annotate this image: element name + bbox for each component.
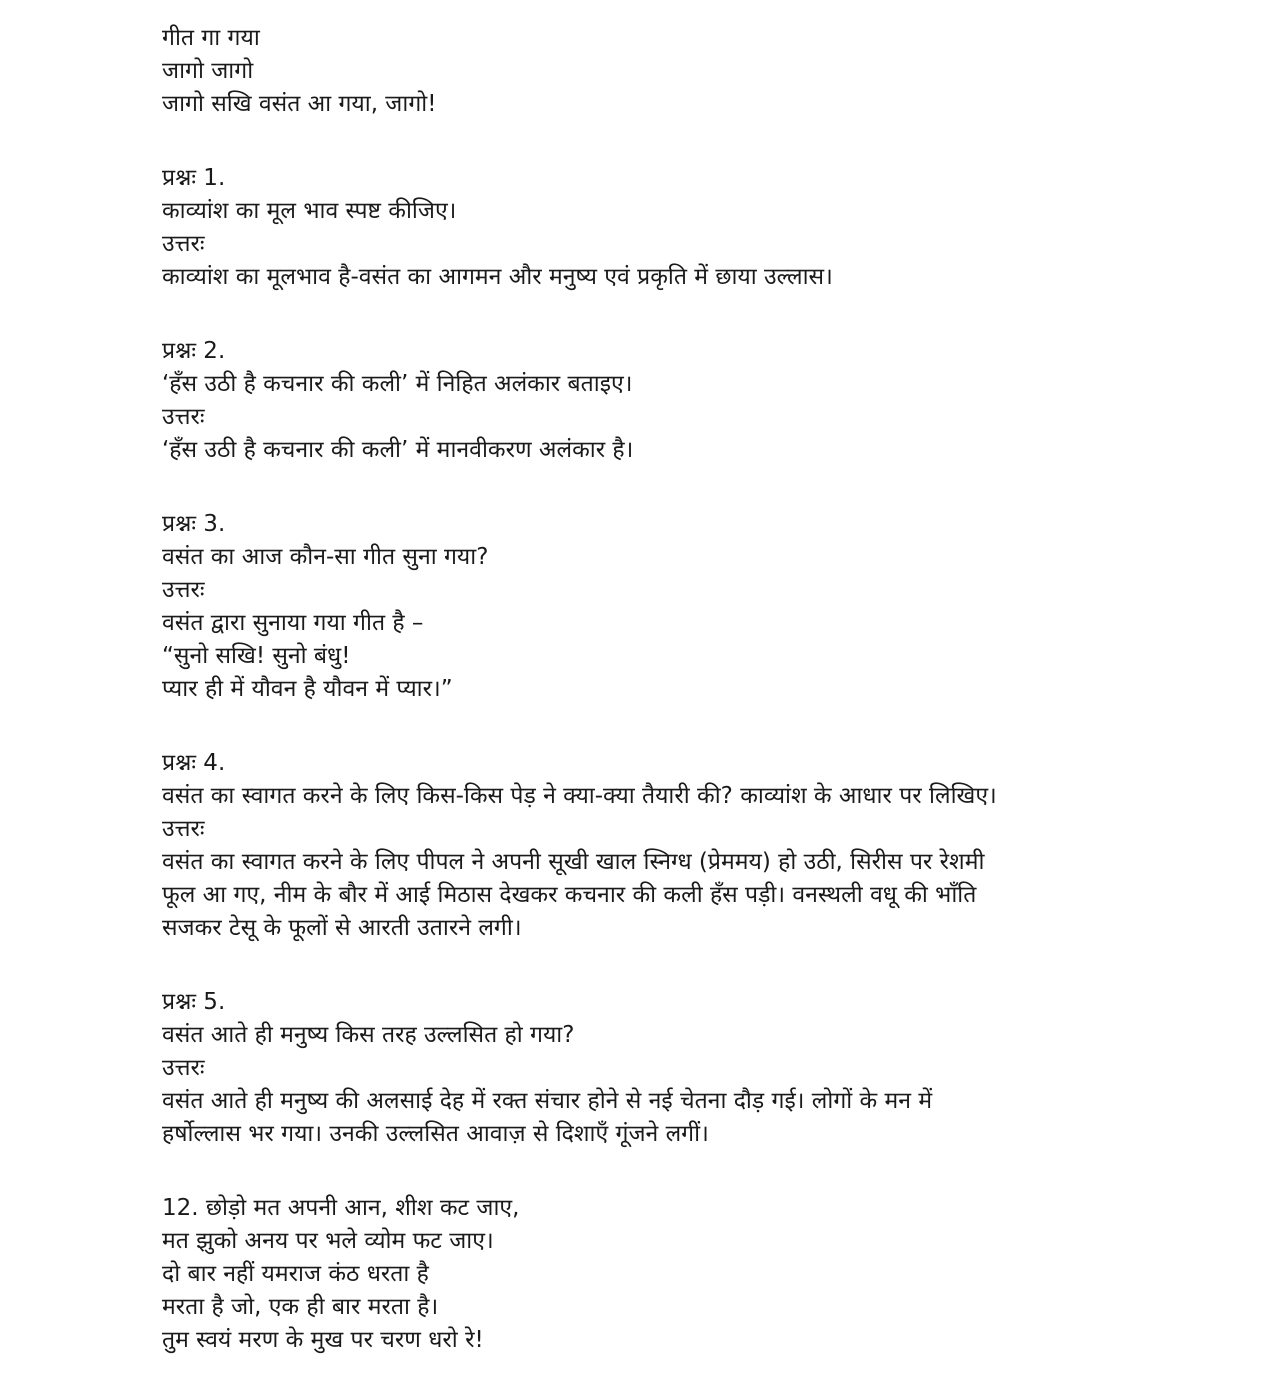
verse-line: गीत गा गया: [162, 25, 260, 51]
answer-label: उत्तरः: [162, 816, 205, 842]
answer-text: वसंत का स्वागत करने के लिए पीपल ने अपनी सूखी खाल स्निग्ध (प्रेममय) हो उठी, सिरीस पर रेशमी: [162, 849, 985, 875]
answer-text: फूल आ गए, नीम के बौर में आई मिठास देखकर कचनार की कली हँस पड़ी। वनस्थली वधू की भाँति: [162, 882, 977, 908]
question-block-2: [162, 335, 1242, 467]
question-label: प्रश्नः 3.: [162, 511, 226, 537]
question-label: प्रश्नः 2.: [162, 338, 226, 364]
question-text: वसंत आते ही मनुष्य किस तरह उल्लसित हो गया?: [162, 1022, 575, 1048]
question-label: प्रश्नः 1.: [162, 165, 226, 191]
question-block-1: [162, 162, 1242, 294]
spacer: [162, 1151, 1242, 1192]
answer-label: उत्तरः: [162, 577, 205, 603]
verse-line: तुम स्वयं मरण के मुख पर चरण धरो रे!: [162, 1327, 484, 1353]
verse-line: जागो सखि वसंत आ गया, जागो!: [162, 91, 437, 117]
answer-text: “सुनो सखि! सुनो बंधु!: [162, 643, 351, 669]
verse-line: दो बार नहीं यमराज कंठ धरता है: [162, 1261, 429, 1287]
question-text: ‘हँस उठी है कचनार की कली’ में निहित अलंकार बताइए।: [162, 371, 633, 397]
question-block-3: [162, 508, 1242, 706]
answer-text: सजकर टेसू के फूलों से आरती उतारने लगी।: [162, 915, 522, 941]
spacer: [162, 121, 1242, 162]
question-text: काव्यांश का मूल भाव स्पष्ट कीजिए।: [162, 198, 457, 224]
verse-line: मत झुको अनय पर भले व्योम फट जाए।: [162, 1228, 494, 1254]
answer-text: वसंत द्वारा सुनाया गया गीत है –: [162, 610, 424, 636]
answer-text: प्यार ही में यौवन है यौवन में प्यार।”: [162, 676, 453, 702]
verse-line: 12. छोड़ो मत अपनी आन, शीश कट जाए,: [162, 1195, 520, 1221]
answer-text: वसंत आते ही मनुष्य की अलसाई देह में रक्त संचार होने से नई चेतना दौड़ गई। लोगों के मन में: [162, 1088, 933, 1114]
spacer: [162, 294, 1242, 335]
question-text: वसंत का स्वागत करने के लिए किस-किस पेड़ ने क्या-क्या तैयारी की? काव्यांश के आधार पर लिखिए।: [162, 783, 997, 809]
answer-label: उत्तरः: [162, 231, 205, 257]
answer-text: हर्षोल्लास भर गया। उनकी उल्लसित आवाज़ से दिशाएँ गूंजने लगीं।: [162, 1121, 709, 1147]
spacer: [162, 706, 1242, 747]
answer-label: उत्तरः: [162, 1055, 205, 1081]
document-page: [162, 22, 1242, 1357]
question-text: वसंत का आज कौन-सा गीत सुना गया?: [162, 544, 489, 570]
question-block-5: [162, 986, 1242, 1151]
question-label: प्रश्नः 5.: [162, 989, 226, 1015]
answer-label: उत्तरः: [162, 404, 205, 430]
intro-verse: [162, 22, 1242, 121]
verse-line: मरता है जो, एक ही बार मरता है।: [162, 1294, 439, 1320]
question-block-4: [162, 747, 1242, 945]
verse-line: जागो जागो: [162, 58, 254, 84]
spacer: [162, 467, 1242, 508]
answer-text: ‘हँस उठी है कचनार की कली’ में मानवीकरण अलंकार है।: [162, 437, 634, 463]
question-label: प्रश्नः 4.: [162, 750, 226, 776]
spacer: [162, 945, 1242, 986]
answer-text: काव्यांश का मूलभाव है-वसंत का आगमन और मनुष्य एवं प्रकृति में छाया उल्लास।: [162, 264, 833, 290]
passage-verse: [162, 1192, 1242, 1357]
